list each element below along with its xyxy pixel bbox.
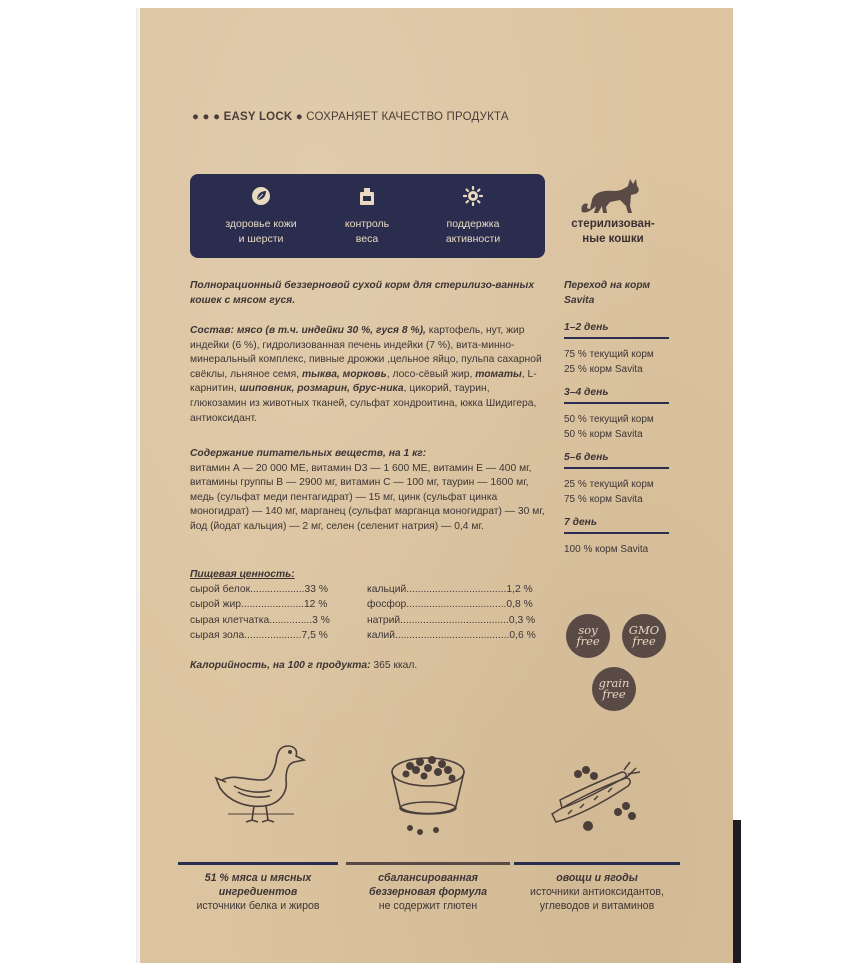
nutrient-name: кальций: [367, 584, 407, 595]
caption-veg-text2: углеводов и витаминов: [539, 900, 655, 912]
badge-line2: free: [602, 687, 626, 701]
nutrient-value: 3 %: [312, 614, 330, 626]
nutrition-row: [367, 613, 536, 628]
nutrient-name: сырая клетчатка: [190, 614, 270, 626]
nutrition-right-col: [367, 582, 536, 644]
step-line2: 25 % корм Savita: [564, 364, 643, 375]
nutrient-value: 7,5 %: [301, 630, 328, 642]
step-day: 1–2 день: [564, 322, 609, 333]
transition-step: [564, 452, 669, 507]
nutrient-value: 1,2 %: [506, 584, 533, 595]
transition-guide: [564, 278, 669, 557]
composition-part8: , цикорий, таурин, глюкозамин из животных тканей, сульфат хондроитина, юкка Шидигера, антиоксидант.: [190, 383, 537, 424]
nutrition-row: [190, 613, 330, 628]
calories-value: 365 ккал.: [370, 660, 418, 671]
dot-leader: ...................................: [406, 599, 507, 611]
nutrients-body: витамин А — 20 000 МЕ, витамин D3 — 1 600 МЕ, витамин Е — 400 мг, витамины группы В — 2900 мг, витамин С — 100 мг, таурин — 1600 мг, медь (сульфат меди пентагидрат) — 15 мг, цинк (сульфат цинка моногидрат) — 140 мг, марганец (сульфат марганца моногидрат) — 30 мг, йод (йодат кальция) — 2 мг, селен (селенит натрия) — 0,4 мг.: [190, 462, 545, 532]
step-day: 7 день: [564, 517, 598, 528]
easy-lock-line: [192, 111, 509, 123]
cat-icon: [578, 176, 644, 216]
dot-leader: ......................: [240, 599, 304, 611]
nutrient-name: калий: [367, 630, 395, 642]
goose-icon: [214, 740, 310, 826]
step-divider: [564, 467, 669, 469]
vegetables-berries-icon: [548, 760, 644, 836]
step-day: 5–6 день: [564, 452, 609, 463]
nutrient-value: 0,8 %: [506, 599, 533, 611]
caption-veg: [514, 862, 680, 913]
dot-leader: ......................................: [400, 614, 509, 626]
composition-part6: , L-карнитин,: [190, 368, 537, 395]
nutrition-row: [190, 628, 330, 643]
calories-label: Калорийность, на 100 г продукта:: [190, 660, 371, 671]
badge-line2: free: [576, 634, 600, 648]
composition-highlight3: шиповник, розмарин, брус-ника: [239, 383, 404, 395]
caption-formula-text: не содержит глютен: [378, 900, 478, 912]
sterilized-cats-label: [563, 217, 663, 247]
weight-icon: [357, 186, 377, 206]
package-edge: [733, 820, 741, 963]
nutrient-name: натрий: [367, 614, 401, 626]
step-line1: 50 % текущий корм: [564, 414, 654, 425]
transition-title: Переход на корм Savita: [564, 280, 651, 306]
step-line1: 25 % текущий корм: [564, 479, 654, 490]
nutrient-name: фосфор: [367, 599, 407, 611]
step-day: 3–4 день: [564, 387, 609, 398]
step-line2: 50 % корм Savita: [564, 429, 643, 440]
nutrient-value: 12 %: [303, 599, 328, 611]
features-panel: [190, 174, 545, 258]
nutrient-name: сырая зола: [190, 630, 245, 642]
nutrition-row: [367, 628, 536, 643]
easy-lock-brand: EASY LOCK: [223, 111, 293, 123]
nutrients-block: [190, 447, 545, 535]
badge-line1: GMO: [628, 623, 660, 637]
dot-leader: ........................................: [394, 630, 510, 642]
badge-line2: free: [632, 634, 656, 648]
nutrient-value: 33 %: [304, 584, 328, 595]
easy-lock-text: СОХРАНЯЕТ КАЧЕСТВО ПРОДУКТА: [306, 111, 509, 123]
feature-weight-line1: контроль: [344, 218, 390, 230]
badge-line1: soy: [578, 623, 598, 637]
composition-highlight2: томаты: [475, 368, 522, 380]
calories: [190, 658, 417, 673]
composition-part2: картофель, нут, жир индейки (6 %), гидролизованная печень индейки (7 %), вита-минно-минеральный комплекс, пивные дрожжи ,цельное яйцо, пульпа сахарной свёклы, льняное семя,: [190, 325, 542, 380]
nutrient-value: 0,6 %: [509, 630, 536, 642]
nutrition-title: Пищевая ценность:: [190, 569, 295, 580]
caption-formula-h1: сбалансированная: [378, 872, 478, 884]
caption-meat: [178, 862, 338, 913]
feature-skin-line2: и шерсти: [238, 233, 284, 245]
feature-weight: [308, 174, 426, 258]
step-divider: [564, 532, 669, 534]
feature-activity-line2: активности: [445, 233, 501, 245]
caption-veg-text1: источники антиоксидантов,: [530, 886, 664, 898]
caption-meat-h1: 51 % мяса и мясных: [204, 872, 312, 884]
feature-activity: [414, 174, 532, 258]
caption-formula: [348, 862, 508, 913]
dot-leader: ...................: [250, 584, 305, 595]
feature-activity-line1: поддержка: [446, 218, 500, 230]
soy-free-badge: [566, 614, 610, 658]
caption-veg-h1: овощи и ягоды: [556, 872, 638, 884]
step-divider: [564, 337, 669, 339]
feature-skin: [202, 174, 320, 258]
nutrition-row: [190, 582, 330, 597]
grain-free-badge: [592, 667, 636, 711]
caption-meat-h2: ингредиентов: [218, 886, 298, 898]
step-line2: 75 % корм Savita: [564, 494, 643, 505]
nutrition-row: [367, 582, 536, 597]
step-line1: 100 % корм Savita: [564, 544, 649, 555]
gmo-free-badge: [622, 614, 666, 658]
feature-weight-line2: веса: [355, 233, 379, 245]
feature-skin-line1: здоровье кожи: [225, 218, 297, 230]
dot-leader: ...................................: [406, 584, 507, 595]
dot-leader: ...............: [269, 614, 313, 626]
composition-lead: Состав: мясо (в т.ч. индейки 30 %, гуся 8 %),: [190, 325, 426, 336]
sun-icon: [463, 186, 483, 206]
nutrient-name: сырой жир: [190, 599, 241, 611]
transition-step: [564, 322, 669, 377]
composition-part4: , лосо-сёвый жир,: [386, 368, 476, 380]
cat-label-line1: стерилизован-: [571, 218, 655, 230]
cat-label-line2: ные кошки: [582, 233, 644, 245]
step-line1: 75 % текущий корм: [564, 349, 654, 360]
food-bowl-icon: [380, 748, 476, 836]
leaf-icon: [251, 186, 271, 206]
transition-step: [564, 517, 669, 557]
dots-icon: ● ● ●: [192, 111, 221, 123]
composition: [190, 324, 545, 426]
transition-step: [564, 387, 669, 442]
badge-line1: grain: [598, 676, 630, 690]
step-divider: [564, 402, 669, 404]
composition-highlight1: тыква, морковь: [301, 368, 387, 380]
nutrition-left-col: [190, 582, 330, 644]
product-intro: Полнорационный беззерновой сухой корм для стерилизо-ванных кошек с мясом гуся.: [190, 280, 535, 306]
nutrients-title: Содержание питательных веществ, на 1 кг:: [190, 448, 427, 459]
nutrient-name: сырой белок: [190, 584, 251, 595]
separator-dot: ●: [295, 111, 303, 123]
caption-meat-text: источники белка и жиров: [196, 900, 320, 912]
nutrition-row: [190, 597, 330, 612]
nutrition-row: [367, 597, 536, 612]
dot-leader: ....................: [244, 630, 302, 642]
caption-formula-h2: беззерновая формула: [369, 886, 487, 898]
nutrient-value: 0,3 %: [508, 614, 536, 626]
